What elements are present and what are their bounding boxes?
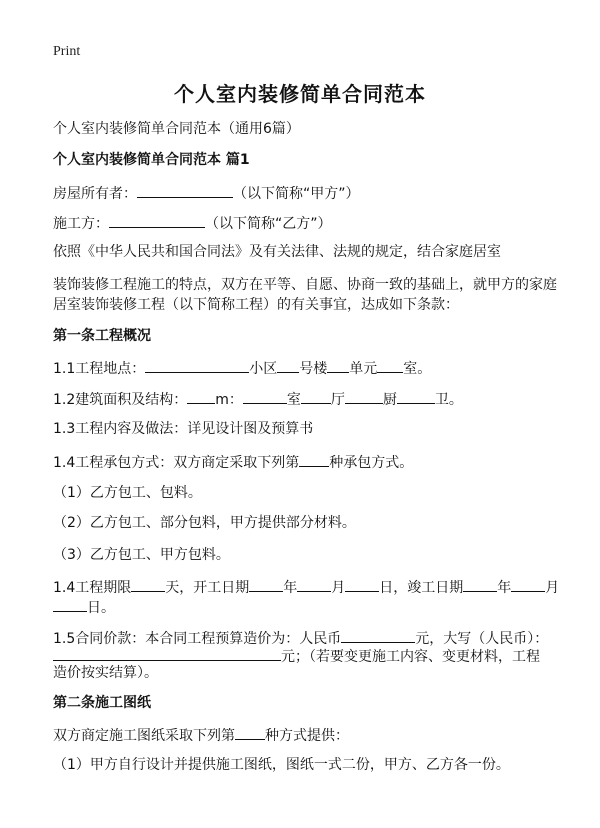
item-1-1	[53, 358, 431, 378]
article-2-text: 双方商定施工图纸采取下列第	[53, 728, 235, 744]
blank	[187, 389, 215, 404]
blank	[341, 628, 415, 643]
blank	[301, 389, 331, 404]
blank	[299, 452, 329, 467]
blank	[377, 358, 403, 373]
item-1-2-text: 厨	[382, 392, 397, 408]
blank	[463, 577, 497, 592]
item-1-4b-text: 天，开工日期	[165, 580, 250, 596]
item-1-4b-text: 年	[497, 580, 512, 596]
item-1-5-text: 元；（若要变更施工内容、变更材料，工程	[281, 649, 540, 665]
item-1-5-cont	[53, 646, 540, 666]
item-1-5-cont2: 造价按实结算）。	[53, 665, 158, 681]
item-1-4b	[53, 577, 559, 597]
item-1-4-label: 1.4工程承包方式：双方商定采取下列第	[53, 455, 300, 471]
blank	[297, 577, 331, 592]
option-3: （3）乙方包工、甲方包料。	[53, 547, 230, 563]
blank	[397, 389, 435, 404]
item-1-2-text: 卫。	[434, 392, 463, 408]
intro-line-2: 装饰装修工程施工的特点，双方在平等、自愿、协商一致的基础上，就甲方的家庭	[53, 277, 557, 293]
item-1-4b-text: 月	[545, 580, 560, 596]
item-1-2-text: m：	[215, 392, 243, 408]
item-1-5-text: 元，大写（人民币）：	[415, 631, 549, 647]
item-1-1-text: 号楼	[299, 361, 328, 377]
blank	[345, 577, 379, 592]
document-title: 个人室内装修简单合同范本	[174, 82, 426, 106]
option-2: （2）乙方包工、部分包料，甲方提供部分材料。	[53, 515, 356, 531]
contractor-label: 施工方：	[53, 216, 109, 232]
owner-label: 房屋所有者：	[53, 186, 137, 202]
item-1-2-text: 室	[286, 392, 301, 408]
article-2-heading: 第二条施工图纸	[53, 695, 151, 711]
owner-suffix: （以下简称“甲方”）	[233, 186, 360, 202]
blank	[53, 646, 281, 661]
intro-line-3: 居室装饰装修工程（以下简称工程）的有关事宜，达成如下条款：	[53, 297, 459, 313]
item-1-4b-label: 1.4工程期限	[53, 580, 132, 596]
article-2-text: 种方式提供：	[265, 728, 349, 744]
blank	[345, 389, 383, 404]
item-1-4	[53, 452, 413, 472]
blank	[235, 725, 265, 740]
item-1-1-text: 室。	[403, 361, 432, 377]
document-subtitle: 个人室内装修简单合同范本（通用6篇）	[53, 121, 300, 137]
item-1-2	[53, 389, 463, 409]
item-1-4b-text: 月	[331, 580, 346, 596]
print-link[interactable]: Print	[53, 44, 81, 59]
article-2-option-1: （1）甲方自行设计并提供施工图纸，图纸一式二份，甲方、乙方各一份。	[53, 757, 510, 773]
owner-line	[53, 183, 360, 203]
option-1: （1）乙方包工、包料。	[53, 485, 202, 501]
item-1-1-text: 小区	[249, 361, 278, 377]
blank	[277, 358, 299, 373]
item-1-1-text: 单元	[349, 361, 378, 377]
owner-blank	[137, 183, 233, 198]
item-1-4b-text: 日，竣工日期	[379, 580, 464, 596]
item-1-4b-text: 日。	[87, 600, 115, 616]
item-1-2-label: 1.2建筑面积及结构：	[53, 392, 188, 408]
blank	[327, 358, 349, 373]
contractor-blank	[109, 213, 205, 228]
intro-line-1: 依照《中华人民共和国合同法》及有关法律、法规的规定，结合家庭居室	[53, 244, 501, 260]
item-1-3: 1.3工程内容及做法：详见设计图及预算书	[53, 421, 314, 437]
item-1-1-label: 1.1工程地点：	[53, 361, 146, 377]
blank	[511, 577, 545, 592]
article-2-line-1	[53, 725, 349, 745]
item-1-4-text: 种承包方式。	[329, 455, 414, 471]
section-title: 个人室内装修简单合同范本 篇1	[53, 152, 250, 168]
contractor-suffix: （以下简称“乙方”）	[205, 216, 332, 232]
blank	[243, 389, 287, 404]
blank	[145, 358, 249, 373]
item-1-2-text: 厅	[330, 392, 345, 408]
item-1-4b-cont	[53, 597, 115, 617]
blank	[53, 597, 87, 612]
item-1-4b-text: 年	[283, 580, 298, 596]
item-1-5-label: 1.5合同价款：本合同工程预算造价为：人民币	[53, 631, 342, 647]
blank	[249, 577, 283, 592]
contractor-line	[53, 213, 332, 233]
blank	[131, 577, 165, 592]
article-1-heading: 第一条工程概况	[53, 328, 151, 344]
item-1-5	[53, 628, 548, 648]
